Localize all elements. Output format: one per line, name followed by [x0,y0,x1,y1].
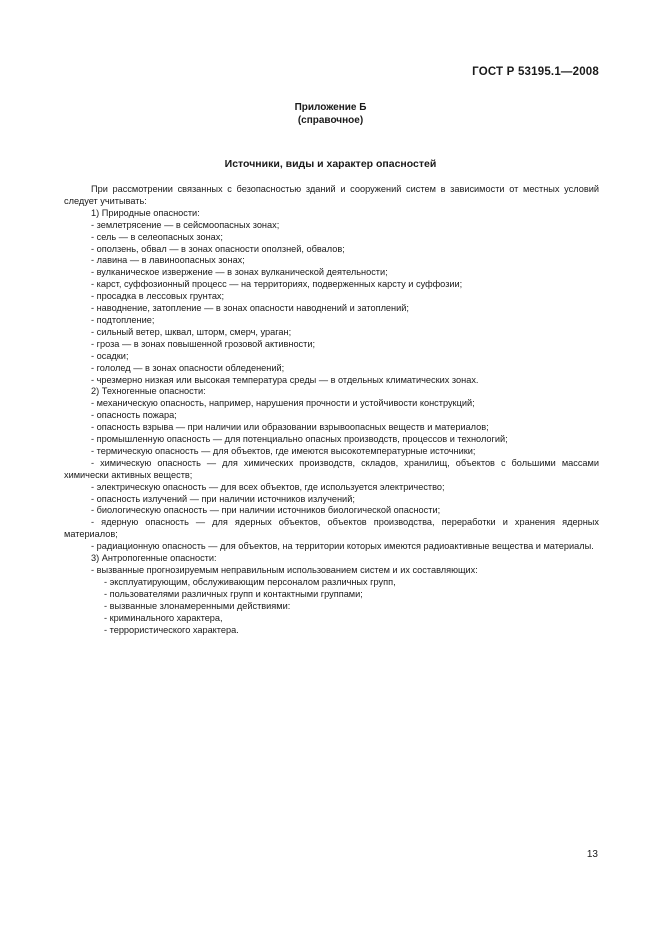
list-item: - землетрясение — в сейсмоопасных зонах; [91,219,280,230]
list-item: - карст, суффозионный процесс — на территориях, подверженных карсту и суффозии; [91,279,463,290]
list-subitem: - криминального характера, [104,612,223,623]
list-item: - ядерную опасность — для ядерных объектов, объектов производства, переработки и хранения ядерных материалов; [64,517,599,540]
list-subitem: - вызванные злонамеренными действиями: [104,600,291,611]
list-item: - просадка в лессовых грунтах; [91,291,225,302]
list-item: - вызванные прогнозируемым неправильным использованием систем и их составляющих: [91,565,478,575]
list-item: - опасность излучений — при наличии источников излучений; [91,493,355,504]
list-subitem: - террористического характера. [104,624,239,635]
body-text [64,184,599,636]
list-item: - гроза — в зонах повышенной грозовой активности; [91,338,316,349]
list-item: - осадки; [91,350,129,361]
list-subitem: - эксплуатирующим, обслуживающим персоналом различных групп, [104,576,396,587]
list-item: - опасность взрыва — при наличии или образовании взрывоопасных веществ и материалов; [91,422,489,433]
list-item: - электрическую опасность — для всех объектов, где используется электричество; [91,481,445,492]
list-subitem: - пользователями различных групп и контактными группами; [104,588,363,599]
appendix-label: Приложение Б [294,102,367,113]
list-item: - химическую опасность — для химических производств, складов, хранилищ, объектов с большими массами химически активных веществ; [64,457,599,480]
list-item: - лавина — в лавиноопасных зонах; [91,255,245,266]
list-item: - биологическую опасность — при наличии источников биологической опасности; [91,505,441,516]
group-heading-technogenic: 2) Техногенные опасности: [91,386,206,397]
section-title: Источники, виды и характер опасностей [224,158,437,170]
list-item: - вулканическое извержение — в зонах вулканической деятельности; [91,267,388,278]
list-item: - сильный ветер, шквал, шторм, смерч, ураган; [91,326,292,337]
list-item: - оползень, обвал — в зонах опасности оползней, обвалов; [91,243,345,254]
list-item: - сель — в селеопасных зонах; [91,231,223,242]
list-item: - наводнение, затопление — в зонах опасности наводнений и затоплений; [91,303,409,314]
list-item: - термическую опасность — для объектов, где имеются высокотемпературные источники; [91,445,476,456]
list-item: - чрезмерно низкая или высокая температура среды — в отдельных климатических зонах. [91,374,479,385]
group-heading-anthropogenic: 3) Антропогенные опасности: [91,553,217,564]
list-item: - механическую опасность, например, нарушения прочности и устойчивости конструкций; [91,398,475,409]
list-item: - промышленную опасность — для потенциально опасных производств, процессов и технологий; [91,434,508,445]
group-heading-natural: 1) Природные опасности: [91,207,200,218]
intro-paragraph: При рассмотрении связанных с безопасностью зданий и сооружений систем в зависимости от местных условий следует учитывать: [64,184,599,206]
list-item: - радиационную опасность — для объектов, на территории которых имеются радиоактивные вещества и материалы. [91,541,594,552]
appendix-type: (справочное) [297,115,364,126]
appendix-heading [0,101,661,127]
list-item: - подтопление; [91,314,155,325]
page-number: 13 [586,849,598,860]
list-item: - гололед — в зонах опасности обледенений; [91,362,285,373]
document-code: ГОСТ Р 53195.1—2008 [472,66,599,78]
list-item: - опасность пожара; [91,410,177,421]
